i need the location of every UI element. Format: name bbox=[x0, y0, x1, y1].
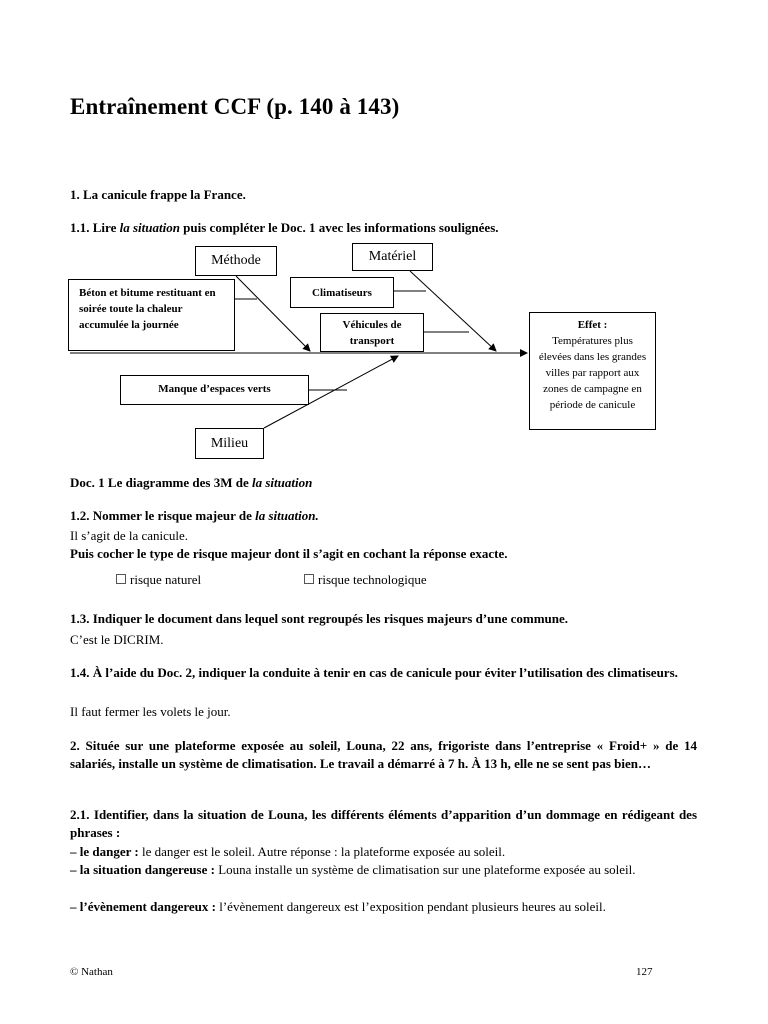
question-1-heading: 1. La canicule frappe la France. bbox=[70, 187, 246, 202]
question-1-2 bbox=[70, 508, 319, 524]
danger-label: – le danger : bbox=[70, 844, 139, 859]
box-milieu bbox=[195, 428, 264, 459]
text-cause-clim: Climatiseurs bbox=[312, 287, 372, 299]
question-1-1-prefix: 1.1. Lire bbox=[70, 220, 120, 235]
situation-text: Louna installe un système de climatisation sur une plateforme exposée au soleil. bbox=[214, 862, 636, 877]
question-1-1-suffix: puis compléter le Doc. 1 avec les informations soulignées. bbox=[179, 220, 499, 235]
answer-1-3: C’est le DICRIM. bbox=[70, 632, 164, 647]
answer-1-2: Il s’agit de la canicule. bbox=[70, 528, 189, 543]
instruction-1-2: Puis cocher le type de risque majeur dont il s’agit en cochant la réponse exacte. bbox=[70, 546, 508, 561]
box-cause-espaces bbox=[120, 375, 309, 405]
question-1-1-italic: la situation bbox=[119, 220, 180, 235]
doc1-caption-prefix: Doc. 1 Le diagramme des 3M de bbox=[70, 475, 252, 490]
danger-text: le danger est le soleil. Autre réponse : la plateforme exposée au soleil. bbox=[138, 844, 506, 859]
option-risque-naturel[interactable] bbox=[116, 572, 201, 588]
page-number: 127 bbox=[636, 966, 653, 978]
label-milieu: Milieu bbox=[210, 435, 249, 451]
label-methode: Méthode bbox=[211, 253, 261, 268]
checkbox-icon[interactable] bbox=[304, 574, 314, 584]
box-effet bbox=[529, 312, 656, 430]
question-1-2-prefix: 1.2. Nommer le risque majeur de bbox=[70, 508, 256, 523]
footer-copyright: © Nathan bbox=[70, 966, 113, 978]
question-1-4: 1.4. À l’aide du Doc. 2, indiquer la conduite à tenir en cas de canicule pour éviter l’utilisation des climatiseurs. bbox=[70, 665, 678, 680]
box-methode bbox=[195, 246, 277, 276]
option-risque-naturel-label: risque naturel bbox=[130, 572, 202, 587]
effet-title: Effet : bbox=[577, 319, 608, 331]
question-2-1: 2.1. Identifier, dans la situation de Louna, les différents éléments d’apparition d’un dommage en rédigeant des phrases : bbox=[70, 807, 697, 840]
answer-evenement-dangereux bbox=[70, 898, 697, 916]
checkbox-icon[interactable] bbox=[116, 574, 126, 584]
page-title: Entraînement CCF (p. 140 à 143) bbox=[70, 94, 400, 119]
doc1-caption-italic: la situation bbox=[251, 475, 313, 490]
question-1-2-italic: la situation. bbox=[255, 508, 319, 523]
text-cause-beton: Béton et bitume restituant en soirée toute la chaleur accumulée la journée bbox=[79, 287, 216, 331]
box-cause-beton bbox=[68, 279, 235, 351]
option-risque-technologique-label: risque technologique bbox=[318, 572, 427, 587]
box-cause-vehicules bbox=[320, 313, 424, 352]
situation-label: – la situation dangereuse : bbox=[70, 862, 215, 877]
text-cause-espaces: Manque d’espaces verts bbox=[158, 383, 271, 395]
answer-1-4: Il faut fermer les volets le jour. bbox=[70, 704, 231, 719]
evenement-label: – l’évènement dangereux : bbox=[70, 899, 216, 914]
effet-text: Températures plus élevées dans les grandes villes par rapport aux zones de campagne en période de canicule bbox=[538, 335, 647, 411]
box-cause-clim bbox=[290, 277, 394, 308]
label-materiel: Matériel bbox=[368, 249, 417, 264]
option-risque-technologique[interactable] bbox=[304, 572, 427, 588]
question-2: 2. Située sur une plateforme exposée au soleil, Louna, 22 ans, frigoriste dans l’entreprise « Froid+ » de 14 salariés, installe un système de climatisation. Le travail a démarré à 7 h. À 13 h, elle ne se sent pas bien… bbox=[70, 738, 697, 771]
question-1-3: 1.3. Indiquer le document dans lequel sont regroupés les risques majeurs d’une commune. bbox=[70, 611, 569, 626]
doc1-caption bbox=[70, 475, 312, 491]
text-cause-vehicules: Véhicules de transport bbox=[342, 319, 402, 347]
evenement-text: l’évènement dangereux est l’exposition pendant plusieurs heures au soleil. bbox=[215, 899, 606, 914]
answer-situation-dangereuse bbox=[70, 861, 697, 879]
answer-danger bbox=[70, 843, 697, 861]
box-materiel bbox=[352, 243, 433, 271]
